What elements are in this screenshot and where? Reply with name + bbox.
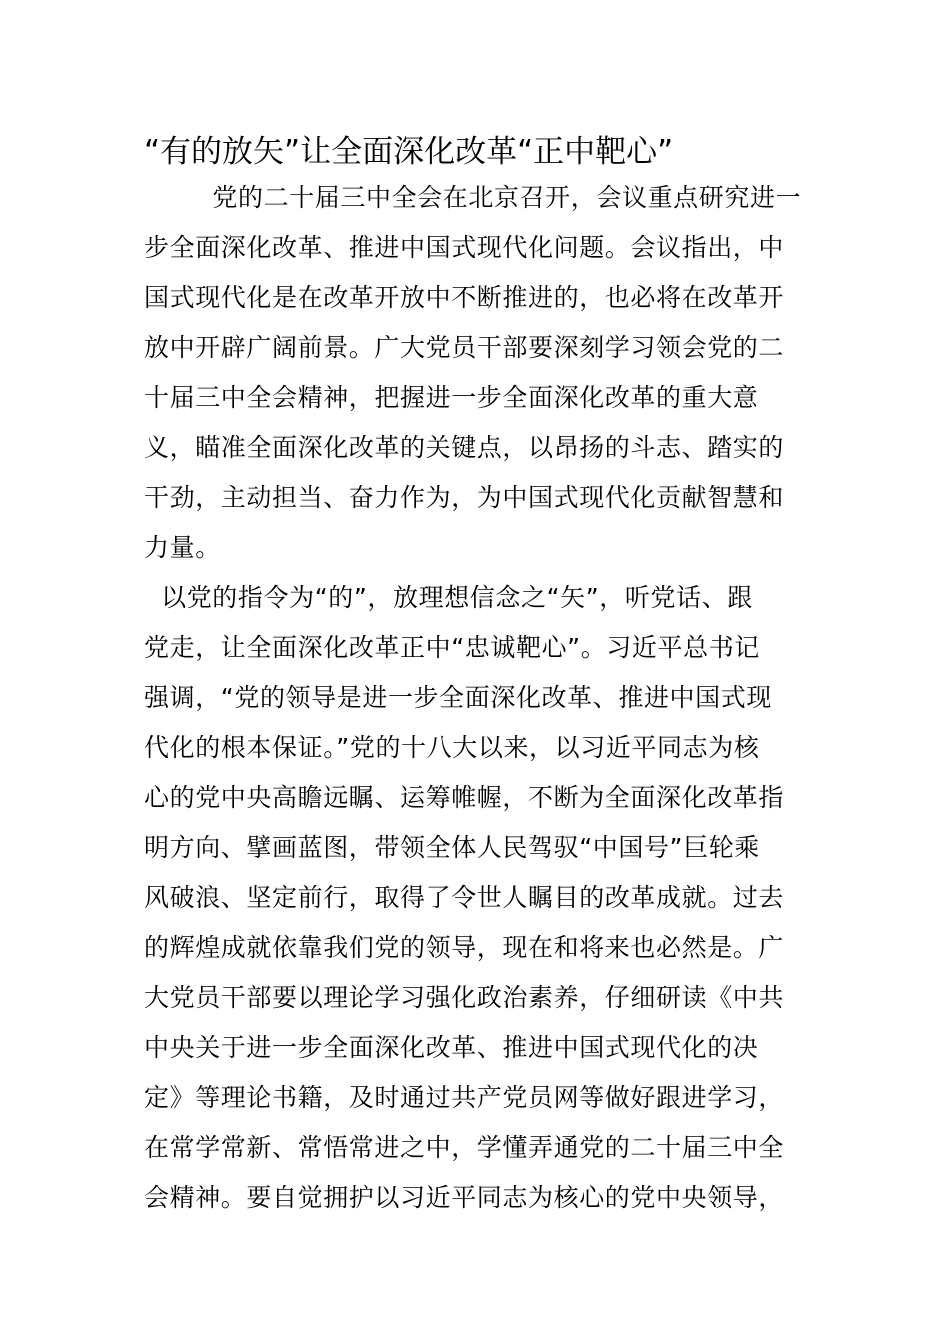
body-line: 党的二十届三中全会在北京召开，会议重点研究进一 [144,183,802,212]
body-line: 中央关于进一步全面深化改革、推进中国式现代化的决 [144,1033,759,1062]
body-line: 定》等理论书籍，及时通过共产党员网等做好跟进学习， [144,1083,785,1112]
body-line: 在常学常新、常悟常进之中，学懂弄通党的二十届三中全 [144,1133,785,1162]
body-line: 的辉煌成就依靠我们党的领导，现在和将来也必然是。广 [144,933,785,962]
body-line: 党走，让全面深化改革正中“忠诚靶心”。习近平总书记 [144,633,760,662]
body-line: 力量。 [144,533,221,562]
body-line: 大党员干部要以理论学习强化政治素养，仔细研读《中共 [144,983,785,1012]
document-title: “有的放矢”让全面深化改革“正中靶心” [144,134,674,170]
body-line: 会精神。要自觉拥护以习近平同志为核心的党中央领导， [144,1183,785,1212]
body-line: 干劲，主动担当、奋力作为，为中国式现代化贡献智慧和 [144,483,785,512]
body-line: 国式现代化是在改革开放中不断推进的，也必将在改革开 [144,283,785,312]
body-line: 义，瞄准全面深化改革的关键点，以昂扬的斗志、踏实的 [144,433,785,462]
body-line: 步全面深化改革、推进中国式现代化问题。会议指出，中 [144,233,785,262]
body-line: 代化的根本保证。”党的十八大以来，以习近平同志为核 [144,733,760,762]
body-line: 心的党中央高瞻远瞩、运筹帷幄，不断为全面深化改革指 [144,783,785,812]
body-line: 强调，“党的领导是进一步全面深化改革、推进中国式现 [144,683,772,712]
body-line: 十届三中全会精神，把握进一步全面深化改革的重大意 [144,383,759,412]
body-line: 放中开辟广阔前景。广大党员干部要深刻学习领会党的二 [144,333,785,362]
body-line: 风破浪、坚定前行，取得了令世人瞩目的改革成就。过去 [144,883,785,912]
body-line: 明方向、擘画蓝图，带领全体人民驾驭“中国号”巨轮乘 [144,833,760,862]
body-line: 以党的指令为“的”，放理想信念之“矢”，听党话、跟 [144,583,753,612]
